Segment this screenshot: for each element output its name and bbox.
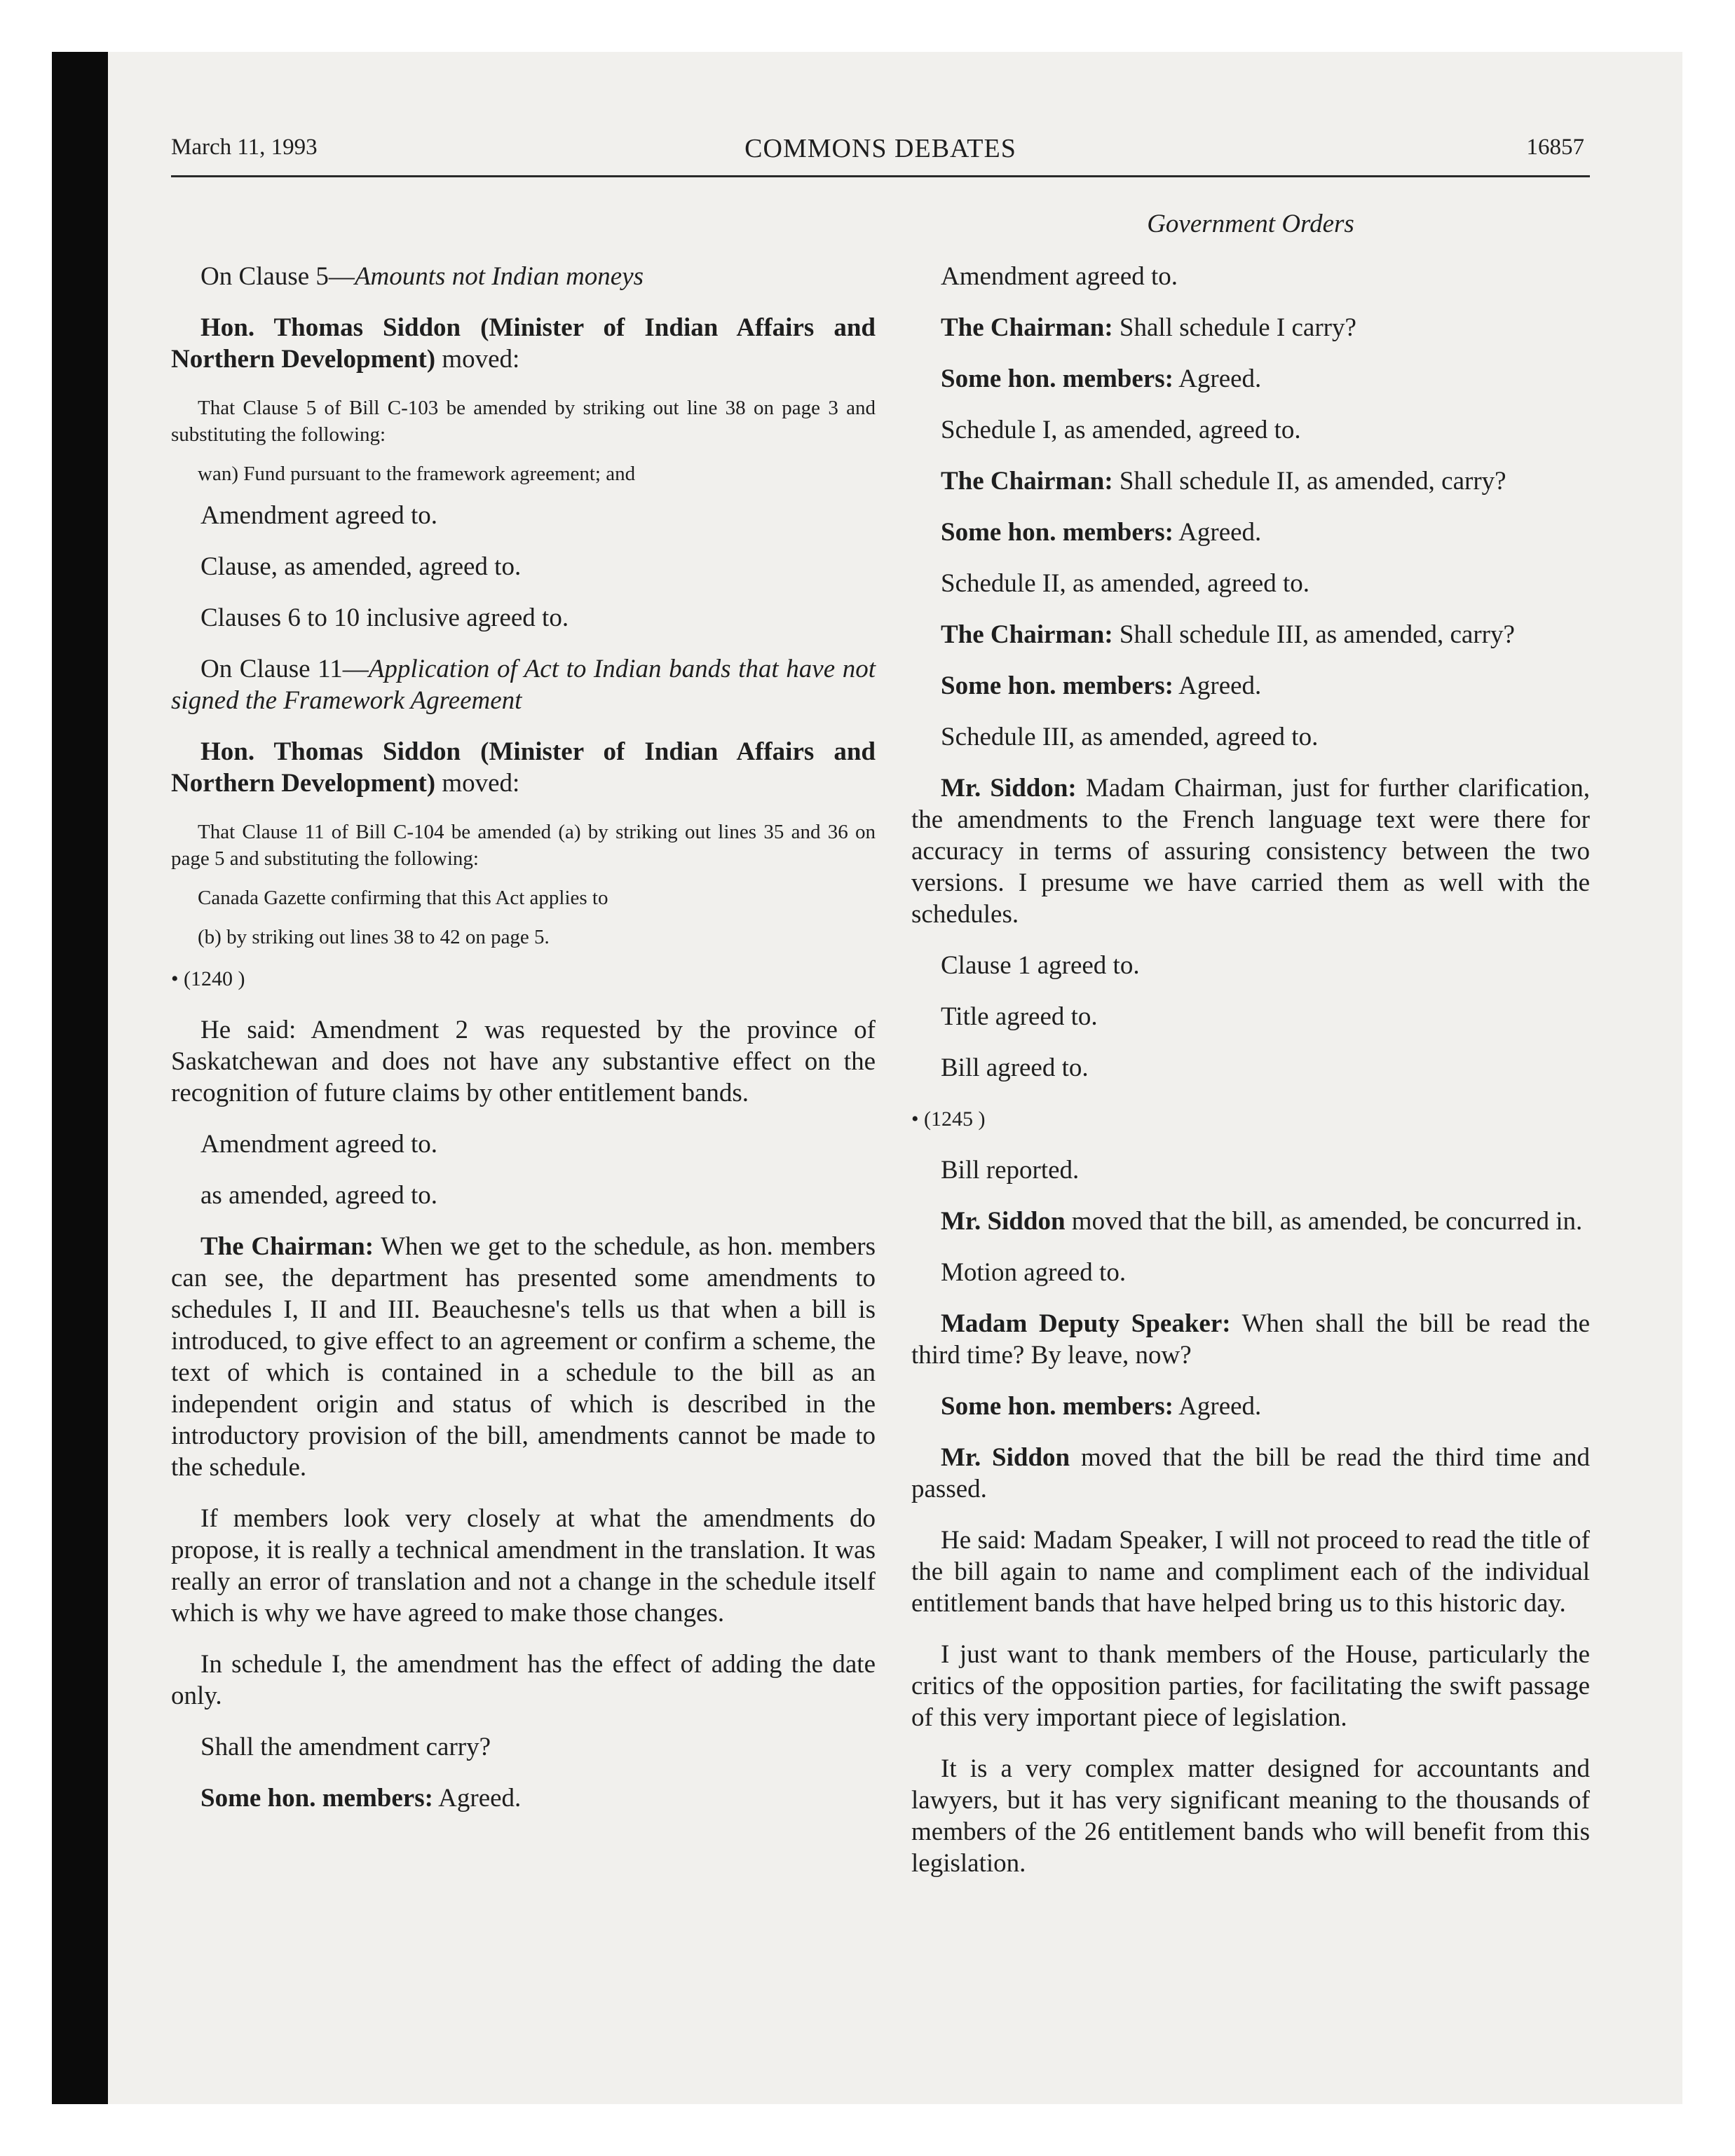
paragraph: If members look very closely at what the amendments do propose, it is really a technical amendment in the translation. It was really an error of translation and not a change in the schedule itself which is why we have agreed to make those changes. (171, 1504, 876, 1628)
left-column (171, 261, 876, 1834)
paragraph: Motion agreed to. (941, 1258, 1127, 1287)
header-title: COMMONS DEBATES (744, 134, 1016, 163)
binding-edge (52, 52, 108, 2104)
speaker-name: Hon. Thomas Siddon (Minister of Indian Affairs and Northern Development) (171, 737, 876, 798)
section-title: Government Orders (1147, 210, 1354, 238)
running-head (171, 132, 1590, 177)
paragraph: Bill reported. (941, 1156, 1080, 1185)
speech-paragraph: Some hon. members: Agreed. (941, 518, 1262, 547)
paragraph: Schedule I, as amended, agreed to. (941, 416, 1301, 444)
amendment-text: (b) by striking out lines 38 to 42 on page 5. (198, 926, 550, 948)
speech-paragraph: Some hon. members: Agreed. (941, 671, 1262, 700)
amendment-text: Canada Gazette confirming that this Act applies to (198, 887, 608, 909)
speaker-name: Some hon. members: (941, 671, 1173, 700)
paragraph: In schedule I, the amendment has the effect of adding the date only. (171, 1650, 876, 1710)
paragraph: Clause 1 agreed to. (941, 951, 1140, 980)
motion-paragraph: Hon. Thomas Siddon (Minister of Indian Affairs and Northern Development) moved: (171, 313, 876, 374)
paragraph: He said: Amendment 2 was requested by the province of Saskatchewan and does not have any substantive effect on the recognition of future claims by other entitlement bands. (171, 1016, 876, 1107)
paragraph: Amendment agreed to. (200, 501, 438, 530)
speech-paragraph: Some hon. members: Agreed. (941, 364, 1262, 393)
paragraph: Amendment agreed to. (200, 1130, 438, 1159)
speaker-name: The Chairman: (941, 313, 1113, 342)
speech-paragraph: Madam Deputy Speaker: When shall the bill be read the third time? By leave, now? (911, 1309, 1590, 1370)
header-date: March 11, 1993 (171, 135, 318, 160)
time-stamp: • (1240 ) (171, 967, 245, 990)
amendment-text: That Clause 11 of Bill C-104 be amended (a) by striking out lines 35 and 36 on page 5 and substituting the following: (171, 821, 876, 870)
speaker-name: Mr. Siddon (941, 1443, 1070, 1472)
speech-paragraph: Some hon. members: Agreed. (200, 1784, 522, 1813)
speaker-name: Hon. Thomas Siddon (Minister of Indian Affairs and Northern Development) (171, 313, 876, 374)
paragraph: Bill agreed to. (941, 1053, 1089, 1082)
paragraph: It is a very complex matter designed for accountants and lawyers, but it has very significant meaning to the thousands of members of the 26 entitlement bands who will benefit from this legislation. (911, 1754, 1590, 1878)
motion-paragraph: Hon. Thomas Siddon (Minister of Indian Affairs and Northern Development) moved: (171, 737, 876, 798)
speech-paragraph: The Chairman: Shall schedule I carry? (941, 313, 1356, 342)
speaker-name: Some hon. members: (941, 1392, 1173, 1421)
paragraph: Schedule II, as amended, agreed to. (941, 569, 1310, 598)
paragraph: Clauses 6 to 10 inclusive agreed to. (200, 603, 569, 632)
speaker-name: The Chairman: (941, 620, 1113, 649)
speech-paragraph: Mr. Siddon moved that the bill be read the third time and passed. (911, 1443, 1590, 1503)
speech-paragraph: The Chairman: When we get to the schedule, as hon. members can see, the department has presented some amendments to schedules I, II and III. Beauchesne's tells us that when a bill is introduced, to give effect to an agreement or confirm a scheme, the text of which is contained in a schedule to the bill as an independent origin and status of which is described in the introductory provision of the bill, amendments cannot be made to the schedule. (171, 1232, 876, 1482)
paragraph: Schedule III, as amended, agreed to. (941, 723, 1319, 751)
time-stamp: • (1245 ) (911, 1107, 986, 1131)
speech-paragraph: The Chairman: Shall schedule III, as amended, carry? (941, 620, 1515, 649)
right-column (911, 261, 1590, 1899)
speech-paragraph: Mr. Siddon moved that the bill, as amended, be concurred in. (941, 1207, 1583, 1236)
speaker-name: The Chairman: (200, 1232, 374, 1261)
speech-paragraph: Some hon. members: Agreed. (941, 1392, 1262, 1421)
clause-heading: On Clause 5—Amounts not Indian moneys (200, 262, 644, 291)
amendment-text: That Clause 5 of Bill C-103 be amended by striking out line 38 on page 3 and substituting the following: (171, 397, 876, 446)
clause-heading: On Clause 11—Application of Act to Indian bands that have not signed the Framework Agreement (171, 655, 876, 715)
speaker-name: Mr. Siddon: (941, 774, 1077, 803)
paragraph: Amendment agreed to. (941, 262, 1178, 291)
speech-paragraph: The Chairman: Shall schedule II, as amended, carry? (941, 467, 1506, 496)
page-number: 16857 (1526, 135, 1584, 160)
paragraph: as amended, agreed to. (200, 1181, 437, 1210)
speaker-name: Mr. Siddon (941, 1207, 1066, 1236)
speech-paragraph: Mr. Siddon: Madam Chairman, just for further clarification, the amendments to the French language text were there for accuracy in terms of assuring consistency between the two versions. I presume we have carried them as well with the schedules. (911, 774, 1590, 929)
paragraph: Clause, as amended, agreed to. (200, 552, 522, 581)
speaker-name: Some hon. members: (941, 518, 1173, 547)
speaker-name: The Chairman: (941, 467, 1113, 496)
speaker-name: Some hon. members: (200, 1784, 433, 1813)
paragraph: Title agreed to. (941, 1002, 1098, 1031)
speaker-name: Some hon. members: (941, 364, 1173, 393)
paragraph: Shall the amendment carry? (200, 1733, 491, 1761)
speaker-name: Madam Deputy Speaker: (941, 1309, 1231, 1338)
paragraph: He said: Madam Speaker, I will not proceed to read the title of the bill again to name and compliment each of the individual entitlement bands that have helped bring us to this historic day. (911, 1526, 1590, 1618)
amendment-text: wan) Fund pursuant to the framework agreement; and (198, 463, 636, 485)
paragraph: I just want to thank members of the House, particularly the critics of the opposition parties, for facilitating the swift passage of this very important piece of legislation. (911, 1640, 1590, 1732)
